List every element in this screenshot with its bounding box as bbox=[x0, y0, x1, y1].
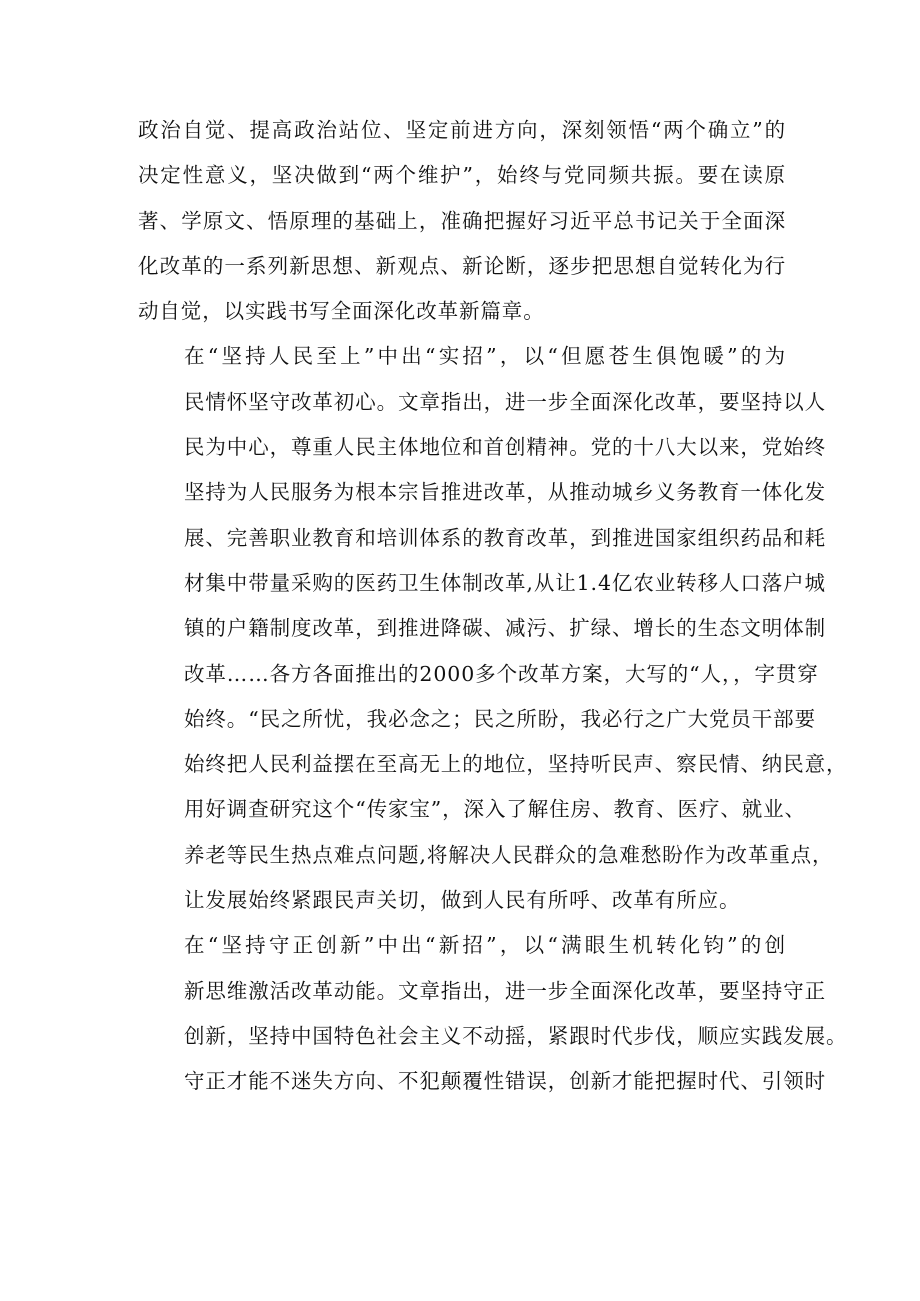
paragraph bbox=[138, 923, 848, 1104]
text-line: 展、完善职业教育和培训体系的教育改革，到推进国家组织药品和耗 bbox=[184, 525, 826, 550]
document-body bbox=[138, 108, 848, 1105]
text-line: 让发展始终紧跟民声关切，做到人民有所呼、改革有所应。 bbox=[184, 888, 741, 913]
text-line: 始终。“民之所忧，我必念之；民之所盼，我必行之广大党员干部要 bbox=[184, 706, 816, 731]
text-line: 始终把人民利益摆在至高无上的地位，坚持听民声、察民情、纳民意， bbox=[184, 752, 848, 777]
text-line: 用好调查研究这个“传家宝”，深入了解住房、教育、医疗、就业、 bbox=[184, 797, 806, 822]
text-line: 材集中带量采购的医药卫生体制改革,从让1.4亿农业转移人口落户城 bbox=[184, 570, 826, 595]
text-line: 坚持为人民服务为根本宗旨推进改革，从推动城乡义务教育一体化发 bbox=[184, 480, 826, 505]
text-line: 决定性意义，坚决做到“两个维护”，始终与党同频共振。要在读原 bbox=[138, 163, 786, 188]
text-line: 新思维激活改革动能。文章指出，进一步全面深化改革，要坚持守正 bbox=[184, 978, 826, 1003]
text-line: 守正才能不迷失方向、不犯颠覆性错误，创新才能把握时代、引领时 bbox=[184, 1069, 826, 1094]
paragraph bbox=[138, 108, 786, 334]
text-line: 动自觉，以实践书写全面深化改革新篇章。 bbox=[138, 299, 545, 324]
text-line: 镇的户籍制度改革，到推进降碳、减污、扩绿、增长的生态文明体制 bbox=[184, 616, 826, 641]
text-line: 政治自觉、提高政治站位、坚定前进方向，深刻领悟“两个确立”的 bbox=[138, 118, 786, 142]
text-line: 养老等民生热点难点问题,将解决人民群众的急难愁盼作为改革重点， bbox=[184, 842, 834, 867]
text-line: 在“坚持守正创新”中出“新招”，以“满眼生机转化钧”的创 bbox=[184, 933, 786, 958]
text-line: 化改革的一系列新思想、新观点、新论断，逐步把思想自觉转化为行 bbox=[138, 253, 786, 278]
text-line: 著、学原文、悟原理的基础上，准确把握好习近平总书记关于全面深 bbox=[138, 208, 786, 233]
text-line: 在“坚持人民至上”中出“实招”，以“但愿苍生俱饱暖”的为 bbox=[184, 344, 786, 369]
text-line: 创新，坚持中国特色社会主义不动摇，紧跟时代步伐，顺应实践发展。 bbox=[184, 1023, 848, 1048]
paragraph bbox=[138, 334, 848, 923]
text-line: 民情怀坚守改革初心。文章指出，进一步全面深化改革，要坚持以人 bbox=[184, 389, 826, 414]
text-line: 民为中心，尊重人民主体地位和首创精神。党的十八大以来，党始终 bbox=[184, 435, 826, 460]
text-line: 改革……各方各面推出的2000多个改革方案，大写的“人，，字贯穿 bbox=[184, 661, 819, 686]
